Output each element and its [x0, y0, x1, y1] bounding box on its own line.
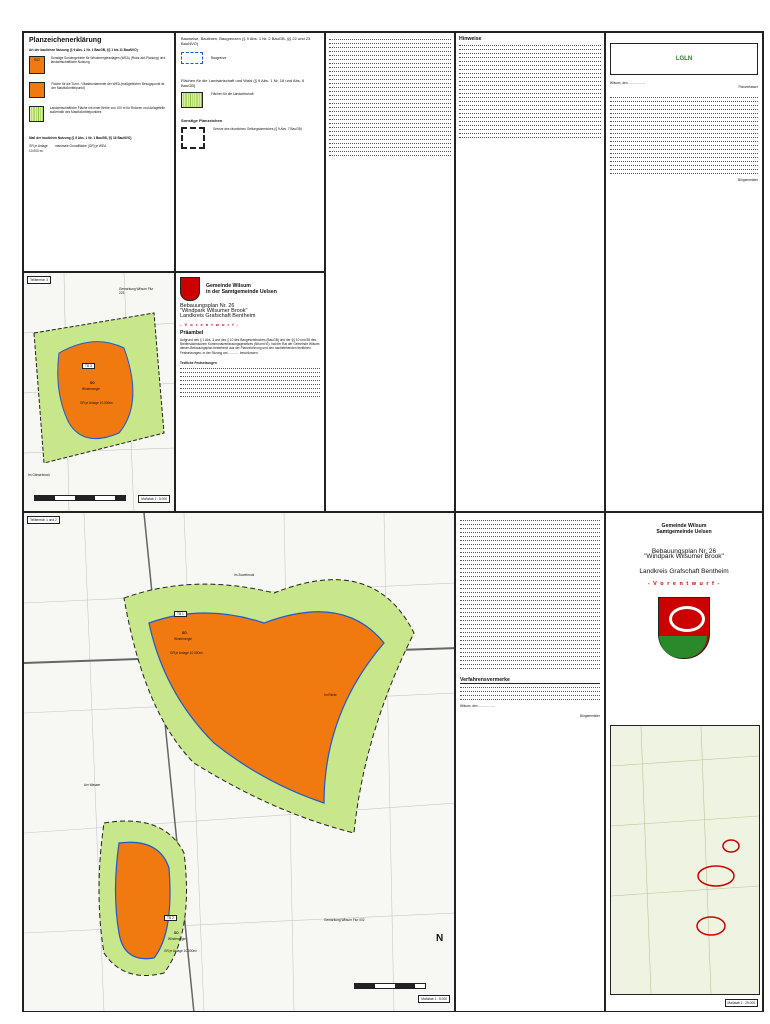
grenze-symbol — [181, 127, 205, 149]
plan-sheet — [22, 31, 764, 1012]
tb12-so1-sub: Windenergie — [174, 637, 192, 641]
wilsum-den-1: Wilsum, den ................... — [610, 81, 646, 85]
tb-landkreis: Landkreis Grafschaft Bentheim — [180, 313, 256, 319]
tb12-place3: Am Wasser — [84, 783, 101, 787]
coat-of-arms-icon — [180, 277, 200, 301]
tb12-so2-sub: Windenergie — [168, 937, 186, 941]
verfahren-top-column — [605, 32, 763, 512]
so-symbol — [29, 56, 45, 74]
rt-landkreis: Landkreis Grafschaft Bentheim — [639, 568, 729, 575]
tb12-tb2: TB 2 — [164, 915, 177, 921]
text-column-1 — [325, 32, 455, 512]
tb-status: - V o r e n t w u r f - — [180, 322, 239, 327]
lgln-logo-box — [610, 43, 758, 75]
gr-desc: maximale Grundfläche (GR) je WEA — [55, 144, 107, 149]
rt-status: - V o r e n t w u r f - — [647, 581, 721, 587]
teilbereich12-map — [23, 512, 455, 1012]
tb3-so: SO — [90, 381, 95, 385]
baugrenze-symbol — [181, 52, 203, 64]
tb3-place2: Im Gänsebrook — [28, 473, 50, 477]
rt-scale: Maßstab 1 : 25.000 — [725, 999, 758, 1007]
text-filler-1 — [329, 39, 451, 156]
legend-baugrenzen: Bauweise, Baulinien, Baugrenzen (§ 9 Abs. 1 Nr. 2 BauGB, §§ 22 und 23 BauNVO) — [181, 36, 311, 46]
buergermeister-label-1: Bürgermeister — [737, 178, 758, 183]
tb-textliche: Textliche Festsetzungen — [180, 360, 217, 365]
hinweise-title: Hinweise — [459, 36, 482, 42]
so-desc: Sonstige Sondergebiete für Windenergieanlagen (WEA) (Rotor-auf-Planung) und landwirtschaftliche Nutzung — [50, 56, 166, 65]
rt-gemeinde: Gemeinde Wilsum — [661, 523, 707, 529]
tb3-scalebar — [34, 495, 126, 501]
tb-bplan: Bebauungsplan Nr. 26 — [180, 303, 235, 309]
tb3-so-sub: Windenergie — [82, 387, 100, 391]
title-block — [175, 272, 325, 512]
tb3-scale: Maßstab 1 : 5.000 — [138, 495, 170, 503]
overview-map — [610, 725, 760, 995]
overview-tb2 — [723, 840, 739, 852]
flaechen-landw-desc: Flächen für die Landwirtschaft — [211, 92, 254, 96]
rt-name: "Windpark Wilsumer Brook" — [644, 553, 724, 560]
tb3-tb: TB 3 — [82, 363, 95, 369]
wilsum-den-2: Wilsum, den ................... — [460, 704, 496, 708]
landw-symbol — [29, 106, 44, 122]
tb3-label: Teilbereich 3 — [27, 276, 51, 284]
baugrenze-label: Baugrenze — [211, 55, 227, 60]
landw-desc: Landwirtschaftliche Fläche mit einer Breite von 100 m für Rotoren und Anlageteile außerhalb des Mastfußmittelpunktes — [49, 106, 165, 115]
tb2-orange-area — [116, 842, 171, 958]
tb3-place1: Gemarkung Wilsum Flur 223 — [119, 287, 154, 296]
legend-panel — [23, 32, 175, 272]
overview-tb3 — [697, 917, 725, 935]
tb12-map-svg — [24, 513, 455, 1012]
gr-code: GR je Anlage 10.000 m² — [29, 144, 48, 153]
legend-art-nutzung: Art der baulichen Nutzung (§ 9 Abs. 1 Nr. 1 BauGB, §§ 1 bis 11 BauNVO) — [29, 48, 138, 52]
legend-mass: Maß der baulichen Nutzung (§ 9 Abs. 1 Nr. 1 BauGB, §§ 16 BauNVO) — [29, 136, 132, 141]
flaeche-symbol — [29, 82, 45, 98]
flaeche-desc: Fläche für die Turm- / Mastfundamente der WEA (maßgeblicher Bezugspunkt ist der Mastfußmittelpunkt) — [51, 82, 165, 91]
tb12-so1: SO — [182, 631, 187, 635]
north-arrow-icon: N — [436, 933, 444, 944]
tb12-so2: SO — [174, 931, 179, 935]
tb12-label: Teilbereich 1 und 2 — [27, 516, 60, 524]
teilbereich3-map — [23, 272, 175, 512]
rt-samtgemeinde: Samtgemeinde Uelsen — [656, 529, 712, 535]
verfahren-title: Verfahrensvermerke — [460, 677, 600, 684]
tb-praeambel: Präambel — [180, 330, 204, 336]
legend-flaechen-landw: Flächen für die Landwirtschaft und Wald (§ 9 Abs. 1 Nr. 18 und Abs. 6 BauGB) — [181, 78, 305, 88]
buergermeister-label-2: Bürgermeister — [579, 714, 600, 719]
tb-name: "Windpark Wilsumer Brook" — [180, 308, 248, 314]
tb-praeambel-text: Aufgrund des § 1 Abs. 3 und des § 10 des Baugesetzbuches (BauGB) und der §§ 10 und 58 des Niedersächsischen Kommunalverfassungsgesetzes (NKomVG), hat der Rat der Gemeinde Wilsum diesen Bebauungsplan bestehend aus der Planzeichnung und den nachstehenden textlichen Festsetzungen, in der Sitzung am ............ beschlossen. — [180, 338, 320, 355]
hinweise-column — [455, 32, 605, 512]
lgln-logo: LGLN — [675, 56, 693, 62]
tb12-place4: Gemarkung Wilsum Flur 002 — [324, 918, 365, 922]
planverfasser-label: Planverfasser — [738, 85, 758, 90]
right-title-block — [605, 512, 763, 1012]
legend-title: Planzeichenerklärung — [29, 37, 102, 44]
tb12-gr2: GR je Anlage 10.000m² — [164, 949, 198, 953]
legend-sonstige: Sonstige Planzeichen — [181, 118, 223, 123]
tb12-place2: Im Riede — [324, 693, 337, 697]
tb12-gr1: GR je Anlage 10.000m² — [170, 651, 204, 655]
tb3-gr: GR je Anlage 10.000m² — [80, 401, 114, 405]
legend-panel-2 — [175, 32, 325, 272]
flaechen-landw-symbol — [181, 92, 203, 108]
verfahrens-column — [455, 512, 605, 1012]
tb12-tb1: TB 1 — [174, 611, 187, 617]
overview-map-svg — [611, 726, 759, 994]
tb12-scale: Maßstab 1 : 5.000 — [418, 995, 450, 1003]
so-symbol-label: SO — [34, 57, 40, 63]
grenze-desc: Grenze des räumlichen Geltungsbereiches (§ 9 Abs. 7 BauGB) — [213, 127, 302, 131]
rt-coat-of-arms-icon — [658, 597, 710, 659]
tb12-place1: Im Zuwebrook — [234, 573, 255, 577]
tb12-scalebar — [354, 983, 426, 989]
tb-samtgemeinde: in der Samtgemeinde Uelsen — [206, 289, 277, 295]
tb-gemeinde: Gemeinde Wilsum — [206, 283, 251, 289]
overview-tb1 — [698, 866, 734, 886]
rt-bplan: Bebauungsplan Nr. 26 — [651, 548, 717, 555]
